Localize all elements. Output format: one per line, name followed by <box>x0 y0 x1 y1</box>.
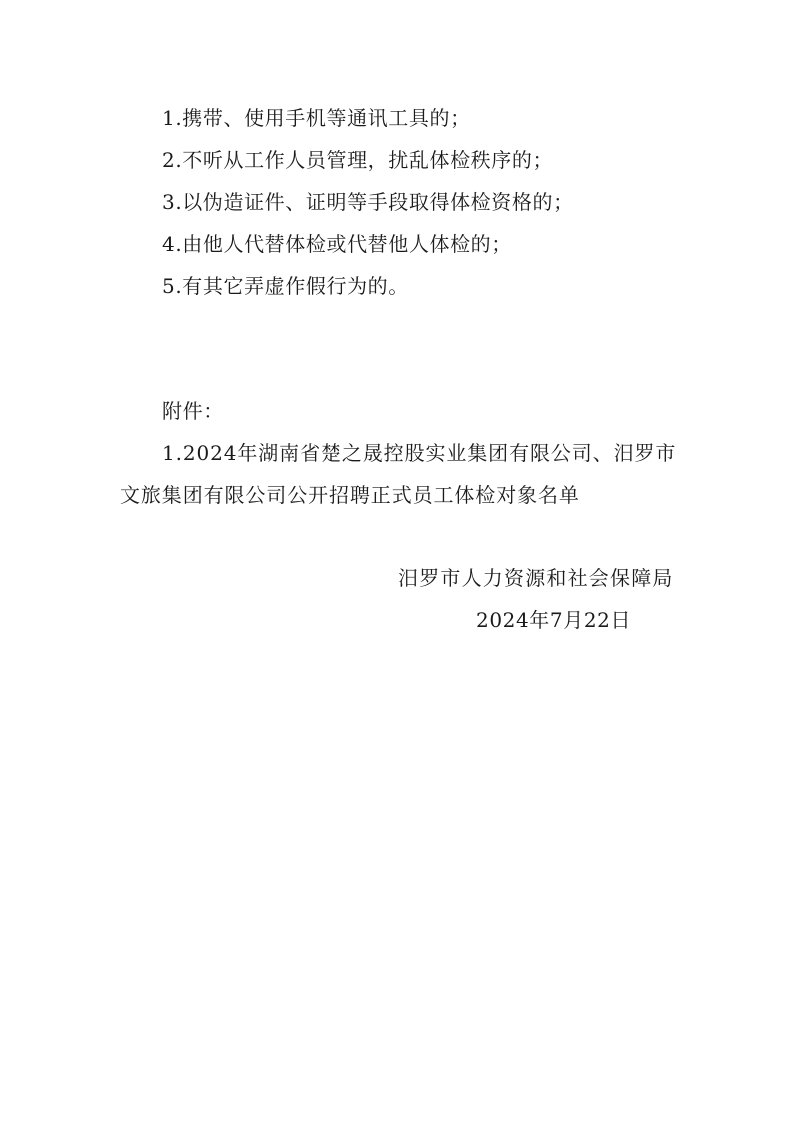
rule-item-4: 4.由他人代替体检或代替他人体检的； <box>162 232 512 256</box>
attachment-item-line-2: 文旅集团有限公司公开招聘正式员工体检对象名单 <box>120 483 580 507</box>
signature-organization: 汨罗市人力资源和社会保障局 <box>398 566 674 590</box>
rule-item-3: 3.以伪造证件、证明等手段取得体检资格的； <box>162 190 574 214</box>
rule-item-5: 5.有其它弄虚作假行为的。 <box>162 274 409 298</box>
attachment-label: 附件： <box>162 399 224 423</box>
signature-date: 2024年7月22日 <box>476 608 632 632</box>
attachment-item-line-1: 1.2024年湖南省楚之晟控股实业集团有限公司、汨罗市 <box>162 441 677 465</box>
rule-item-2: 2.不听从工作人员管理，扰乱体检秩序的； <box>162 148 554 172</box>
rule-item-1: 1.携带、使用手机等通讯工具的； <box>162 106 471 130</box>
